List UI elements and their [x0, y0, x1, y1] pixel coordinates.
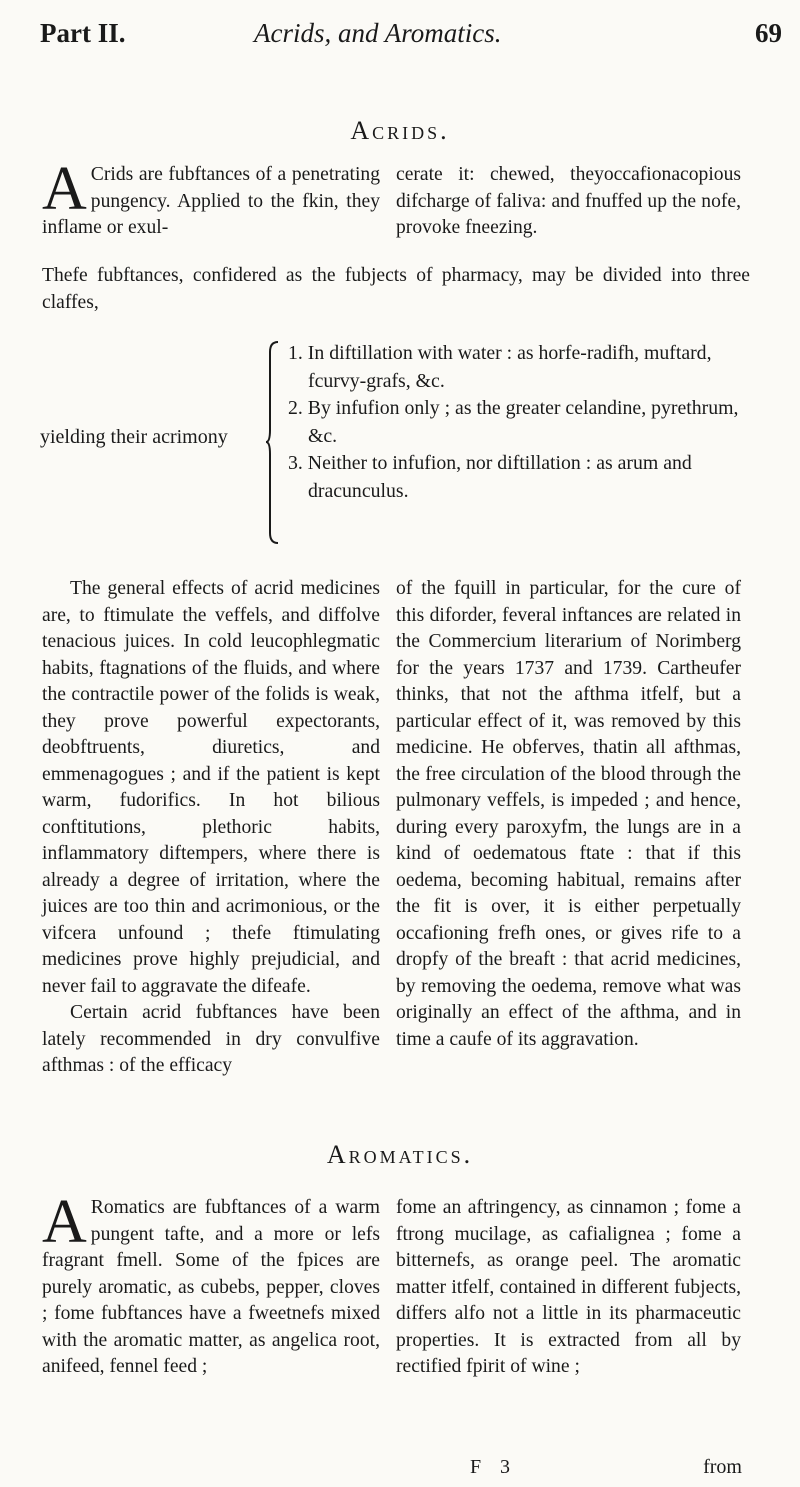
classes-intro: Thefe fubftances, confidered as the fubjects of pharmacy, may be divided into three claffes,	[42, 265, 750, 313]
yield-label: yielding their acrimony	[40, 426, 228, 448]
acrids-intro-left	[42, 155, 380, 242]
asthma-paragraph: Certain acrid fubftances have been lately recommended in dry convulfive afthmas : of the efficacy	[42, 1002, 380, 1076]
running-title: Acrids, and Aromatics.	[254, 18, 502, 48]
aromatics-heading: Aromatics.	[326, 1140, 474, 1169]
class-item-3: 3. Neither to infufion, nor diftillation : as arum and dracunculus.	[288, 452, 692, 502]
acrids-body-right: of the fquill in particular, for the cure of this diforder, feveral inftances are related in the Commercium literarium of Norimberg for the years 1737 and 1739. Cartheufer thinks, that not the afthma itfelf, but a particular effect of it, was removed by this medicine. He obferves, thatin all afthmas, the free circulation of the blood through the pulmonary veffels, is impeded ; and hence, during every paroxyfm, the lungs are in a kind of oedematous ftate : that if this oedema, becoming habitual, remains after the fit is over, it is either perpetually occafioning frefh ones, or gives rife to a dropfy of the breaft : that acrid medicines, by removing the oedema, remove what was originally an effect of the afthma, and in time a caufe of its aggravation.	[396, 578, 741, 1050]
class-item-2: 2. By infufion only ; as the greater celandine, pyrethrum, &c.	[288, 397, 739, 447]
classes-block	[40, 340, 760, 550]
page-footer	[0, 1456, 800, 1484]
acrids-body-left	[42, 576, 380, 1080]
aromatics-right: fome an aftringency, as cinnamon ; fome a ftrong mucilage, as cafialignea ; fome a bitternefs, as orange peel. The aromatic matter itfelf, contained in different fubjects, differs alfo not a little in its pharmaceutic properties. It is extracted from all by rectified fpirit of wine ;	[396, 1197, 741, 1377]
catchword: from	[703, 1456, 742, 1478]
signature-mark: F	[470, 1456, 482, 1478]
classes-list	[288, 340, 753, 505]
part-label: Part II.	[40, 18, 126, 48]
signature-number: 3	[500, 1456, 510, 1478]
intro-left-text: Crids are fubftances of a penetrating pungency. Applied to the fkin, they inflame or exul-	[42, 164, 380, 238]
effects-paragraph: The general effects of acrid medicines are, to ftimulate the veffels, and diffolve tenacious juices. In cold leucophlegmatic habits, ftagnations of the fluids, and where the contractile power of the folids is weak, they prove powerful expectorants, deobftruents, diuretics, and emmenagogues ; and if the patient is kept warm, fudorifics. In hot bilious conftitutions, plethoric habits, inflammatory diftempers, where there is already a degree of irritation, where the juices are too thin and acrimonious, or the vifcera unfound ; thefe ftimulating medicines prove highly prejudicial, and never fail to aggravate the difeafe.	[42, 578, 380, 997]
running-head	[40, 18, 782, 62]
aromatics-left-text: Romatics are fubftances of a warm pungent tafte, and a more or lefs fragrant fmell. Some of the fpices are purely aromatic, as cubebs, pepper, cloves ; fome fubftances have a fweetnefs mixed with the aromatic matter, as angelica root, anifeed, fennel feed ;	[42, 1197, 380, 1377]
aromatics-left	[42, 1188, 380, 1381]
acrids-intro-right: cerate it: chewed, theyoccafionacopious difcharge of faliva: and fnuffed up the nofe, provoke fneezing.	[396, 164, 741, 238]
dropcap: A	[42, 1188, 87, 1256]
class-item-1: 1. In diftillation with water : as horfe-radifh, muftard, fcurvy-grafs, &c.	[288, 342, 712, 392]
dropcap: A	[42, 155, 87, 223]
brace-icon	[266, 340, 280, 545]
page-number: 69	[755, 18, 782, 48]
acrids-heading: Acrids.	[350, 116, 450, 145]
